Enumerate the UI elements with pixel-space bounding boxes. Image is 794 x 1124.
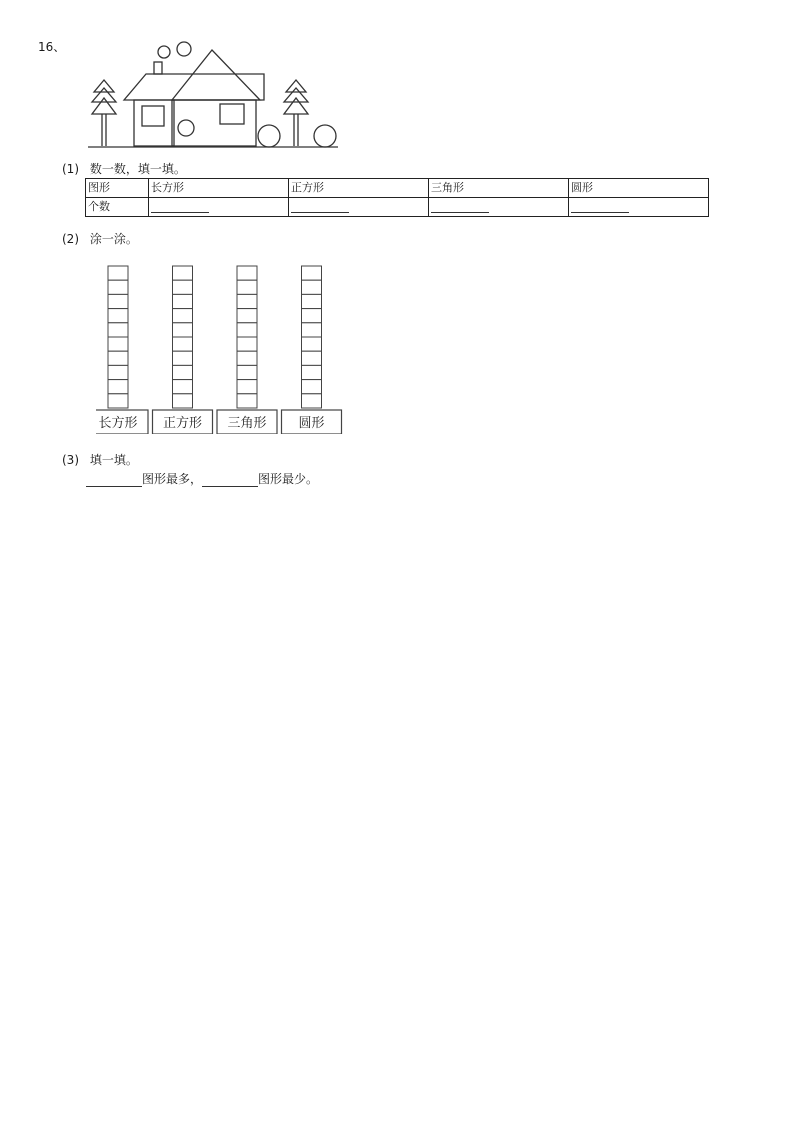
coloring-bar-chart (96, 262, 358, 434)
bar-cell[interactable] (302, 309, 322, 323)
part1-instruction: 数一数，填一填。 (89, 162, 186, 176)
question-number: 16、 (38, 40, 66, 54)
bar-cell[interactable] (108, 351, 128, 365)
bar-cell[interactable] (173, 380, 193, 394)
bar-cell[interactable] (173, 280, 193, 294)
bar-cell[interactable] (237, 380, 257, 394)
column-label: 正方形 (162, 416, 203, 431)
header-square: 正方形 (289, 179, 429, 198)
bar-cell[interactable] (108, 309, 128, 323)
bar-cell[interactable] (108, 365, 128, 379)
bar-cell[interactable] (302, 365, 322, 379)
bar-cell[interactable] (108, 280, 128, 294)
bar-cell[interactable] (173, 309, 193, 323)
bar-cell[interactable] (173, 266, 193, 280)
part3-instruction: 填一填。 (89, 453, 138, 467)
part2-label: (2) (62, 232, 79, 246)
count-cell-rectangle[interactable] (149, 198, 289, 217)
bar-cell[interactable] (108, 266, 128, 280)
bar-cell[interactable] (108, 323, 128, 337)
bar-cell[interactable] (237, 394, 257, 408)
bar-cell[interactable] (237, 280, 257, 294)
bar-cell[interactable] (173, 365, 193, 379)
bar-cell[interactable] (302, 294, 322, 308)
bar-cell[interactable] (302, 337, 322, 351)
bar-cell[interactable] (237, 337, 257, 351)
bar-cell[interactable] (173, 394, 193, 408)
bar-cell[interactable] (108, 380, 128, 394)
house-picture (86, 40, 346, 152)
fill-sentence (86, 470, 318, 487)
part3-label: (3) (62, 453, 79, 467)
bar-cell[interactable] (173, 294, 193, 308)
column-label: 圆形 (298, 416, 325, 431)
bar-cell[interactable] (173, 337, 193, 351)
bar-cell[interactable] (173, 351, 193, 365)
column-label: 长方形 (98, 416, 138, 431)
bar-cell[interactable] (302, 280, 322, 294)
column-label: 三角形 (227, 416, 267, 431)
bar-cell[interactable] (302, 380, 322, 394)
bar-cell[interactable] (108, 294, 128, 308)
header-triangle: 三角形 (429, 179, 569, 198)
row-label-count: 个数 (86, 198, 149, 217)
bar-cell[interactable] (237, 266, 257, 280)
part2-instruction: 涂一涂。 (89, 232, 138, 246)
part1-label: (1) (62, 162, 79, 176)
part1-heading (62, 160, 186, 177)
least-blank[interactable] (202, 474, 258, 487)
bar-cell[interactable] (302, 394, 322, 408)
header-rectangle: 长方形 (149, 179, 289, 198)
count-cell-square[interactable] (289, 198, 429, 217)
count-cell-triangle[interactable] (429, 198, 569, 217)
table-header-row (86, 179, 709, 198)
part3-heading (62, 451, 138, 468)
bar-cell[interactable] (237, 365, 257, 379)
most-blank[interactable] (86, 474, 142, 487)
bar-cell[interactable] (173, 323, 193, 337)
bar-cell[interactable] (237, 309, 257, 323)
part2-heading (62, 230, 138, 247)
answer-blank[interactable] (291, 198, 349, 213)
bar-cell[interactable] (108, 394, 128, 408)
count-cell-circle[interactable] (569, 198, 709, 217)
bar-cell[interactable] (302, 351, 322, 365)
answer-blank[interactable] (571, 198, 629, 213)
bar-cell[interactable] (302, 266, 322, 280)
answer-blank[interactable] (431, 198, 489, 213)
bar-cell[interactable] (302, 323, 322, 337)
count-table (85, 178, 709, 217)
bar-cell[interactable] (237, 294, 257, 308)
answer-blank[interactable] (151, 198, 209, 213)
sentence-most: 图形最多， (142, 472, 203, 486)
header-shape: 图形 (86, 179, 149, 198)
sentence-least: 图形最少。 (258, 472, 319, 486)
bar-cell[interactable] (237, 323, 257, 337)
table-count-row (86, 198, 709, 217)
bar-cell[interactable] (108, 337, 128, 351)
bar-cell[interactable] (237, 351, 257, 365)
header-circle: 圆形 (569, 179, 709, 198)
